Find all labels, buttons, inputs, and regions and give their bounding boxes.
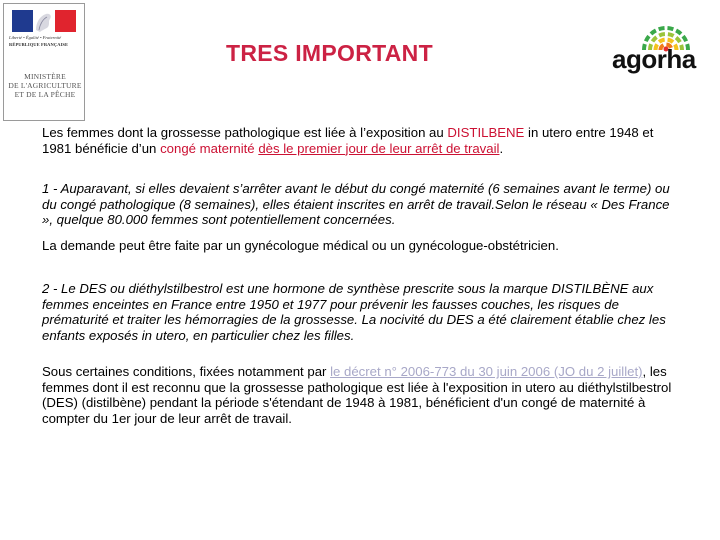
text-span: in utero entre 1948 et 1981 bénéficie d’un [42, 125, 654, 156]
ministry-name [7, 72, 83, 99]
paragraph-point-2: 2 - Le DES ou diéthylstilbestrol est une hormone de synthèse prescrite sous la marque DISTILBÈNE aux femmes enceintes en France entre 1950 et 1977 pour prévenir les fausses couches, les risques de prématurité et traiter les hémorragies de la grossesse. La nocivité du DES a été clairement établie chez les enfants exposés in utero, en particulier chez les filles. [42, 281, 666, 343]
text-span: Les femmes dont la grossesse pathologique est liée à l’exposition au [42, 125, 448, 140]
paragraph-point-1: 1 - Auparavant, si elles devaient s’arrêter avant le début du congé maternité (6 semaines avant le terme) ou du congé pathologique (8 semaines), elles étaient inscrites en arrêt de travail.Selon le réseau « Des France », quelque 80.000 femmes sont potentiellement concernées. [42, 181, 670, 227]
ministry-name-line: ET DE LA PÊCHE [14, 90, 76, 99]
agorha-wordmark: agorha [612, 44, 696, 74]
paragraph-decret [42, 364, 682, 426]
paragraph-intro [42, 125, 682, 156]
text-span: Sous certaines conditions, fixées notamment par [42, 364, 331, 379]
paragraph-demande: La demande peut être faite par un gynécologue médical ou un gynécologue-obstétricien. [42, 238, 559, 253]
text-span: , les femmes dont il est reconnu que la grossesse pathologique est liée à l'exposition in utero au diéthylstilbestrol (DES) (distilbène) pendant la période s'étendant de 1948 à 1981, bénéficient d'un congé de maternité à compter du 1er jour de leur arrêt de travail. [42, 364, 672, 426]
ministry-name-line: DE L'AGRICULTURE [8, 81, 82, 90]
distilbene-highlight: DISTILBENE [447, 125, 525, 140]
marianne-flag-icon [12, 10, 76, 32]
premier-jour-highlight: dès le premier jour de leur arrêt de travail [258, 140, 500, 156]
page-title: TRES IMPORTANT [226, 40, 433, 66]
decret-link[interactable]: le décret n° 2006-773 du 30 juin 2006 (JO du 2 juillet) [330, 364, 643, 379]
republique-text: RÉPUBLIQUE FRANÇAISE [9, 42, 69, 47]
motto-text: Liberté • Égalité • Fraternité [9, 35, 62, 40]
agorha-logo [608, 18, 700, 74]
text-span: . [499, 140, 504, 156]
conge-maternite-highlight: congé maternité [160, 140, 255, 156]
ministry-name-line: MINISTÈRE [24, 72, 66, 81]
ministry-logo [3, 3, 85, 121]
